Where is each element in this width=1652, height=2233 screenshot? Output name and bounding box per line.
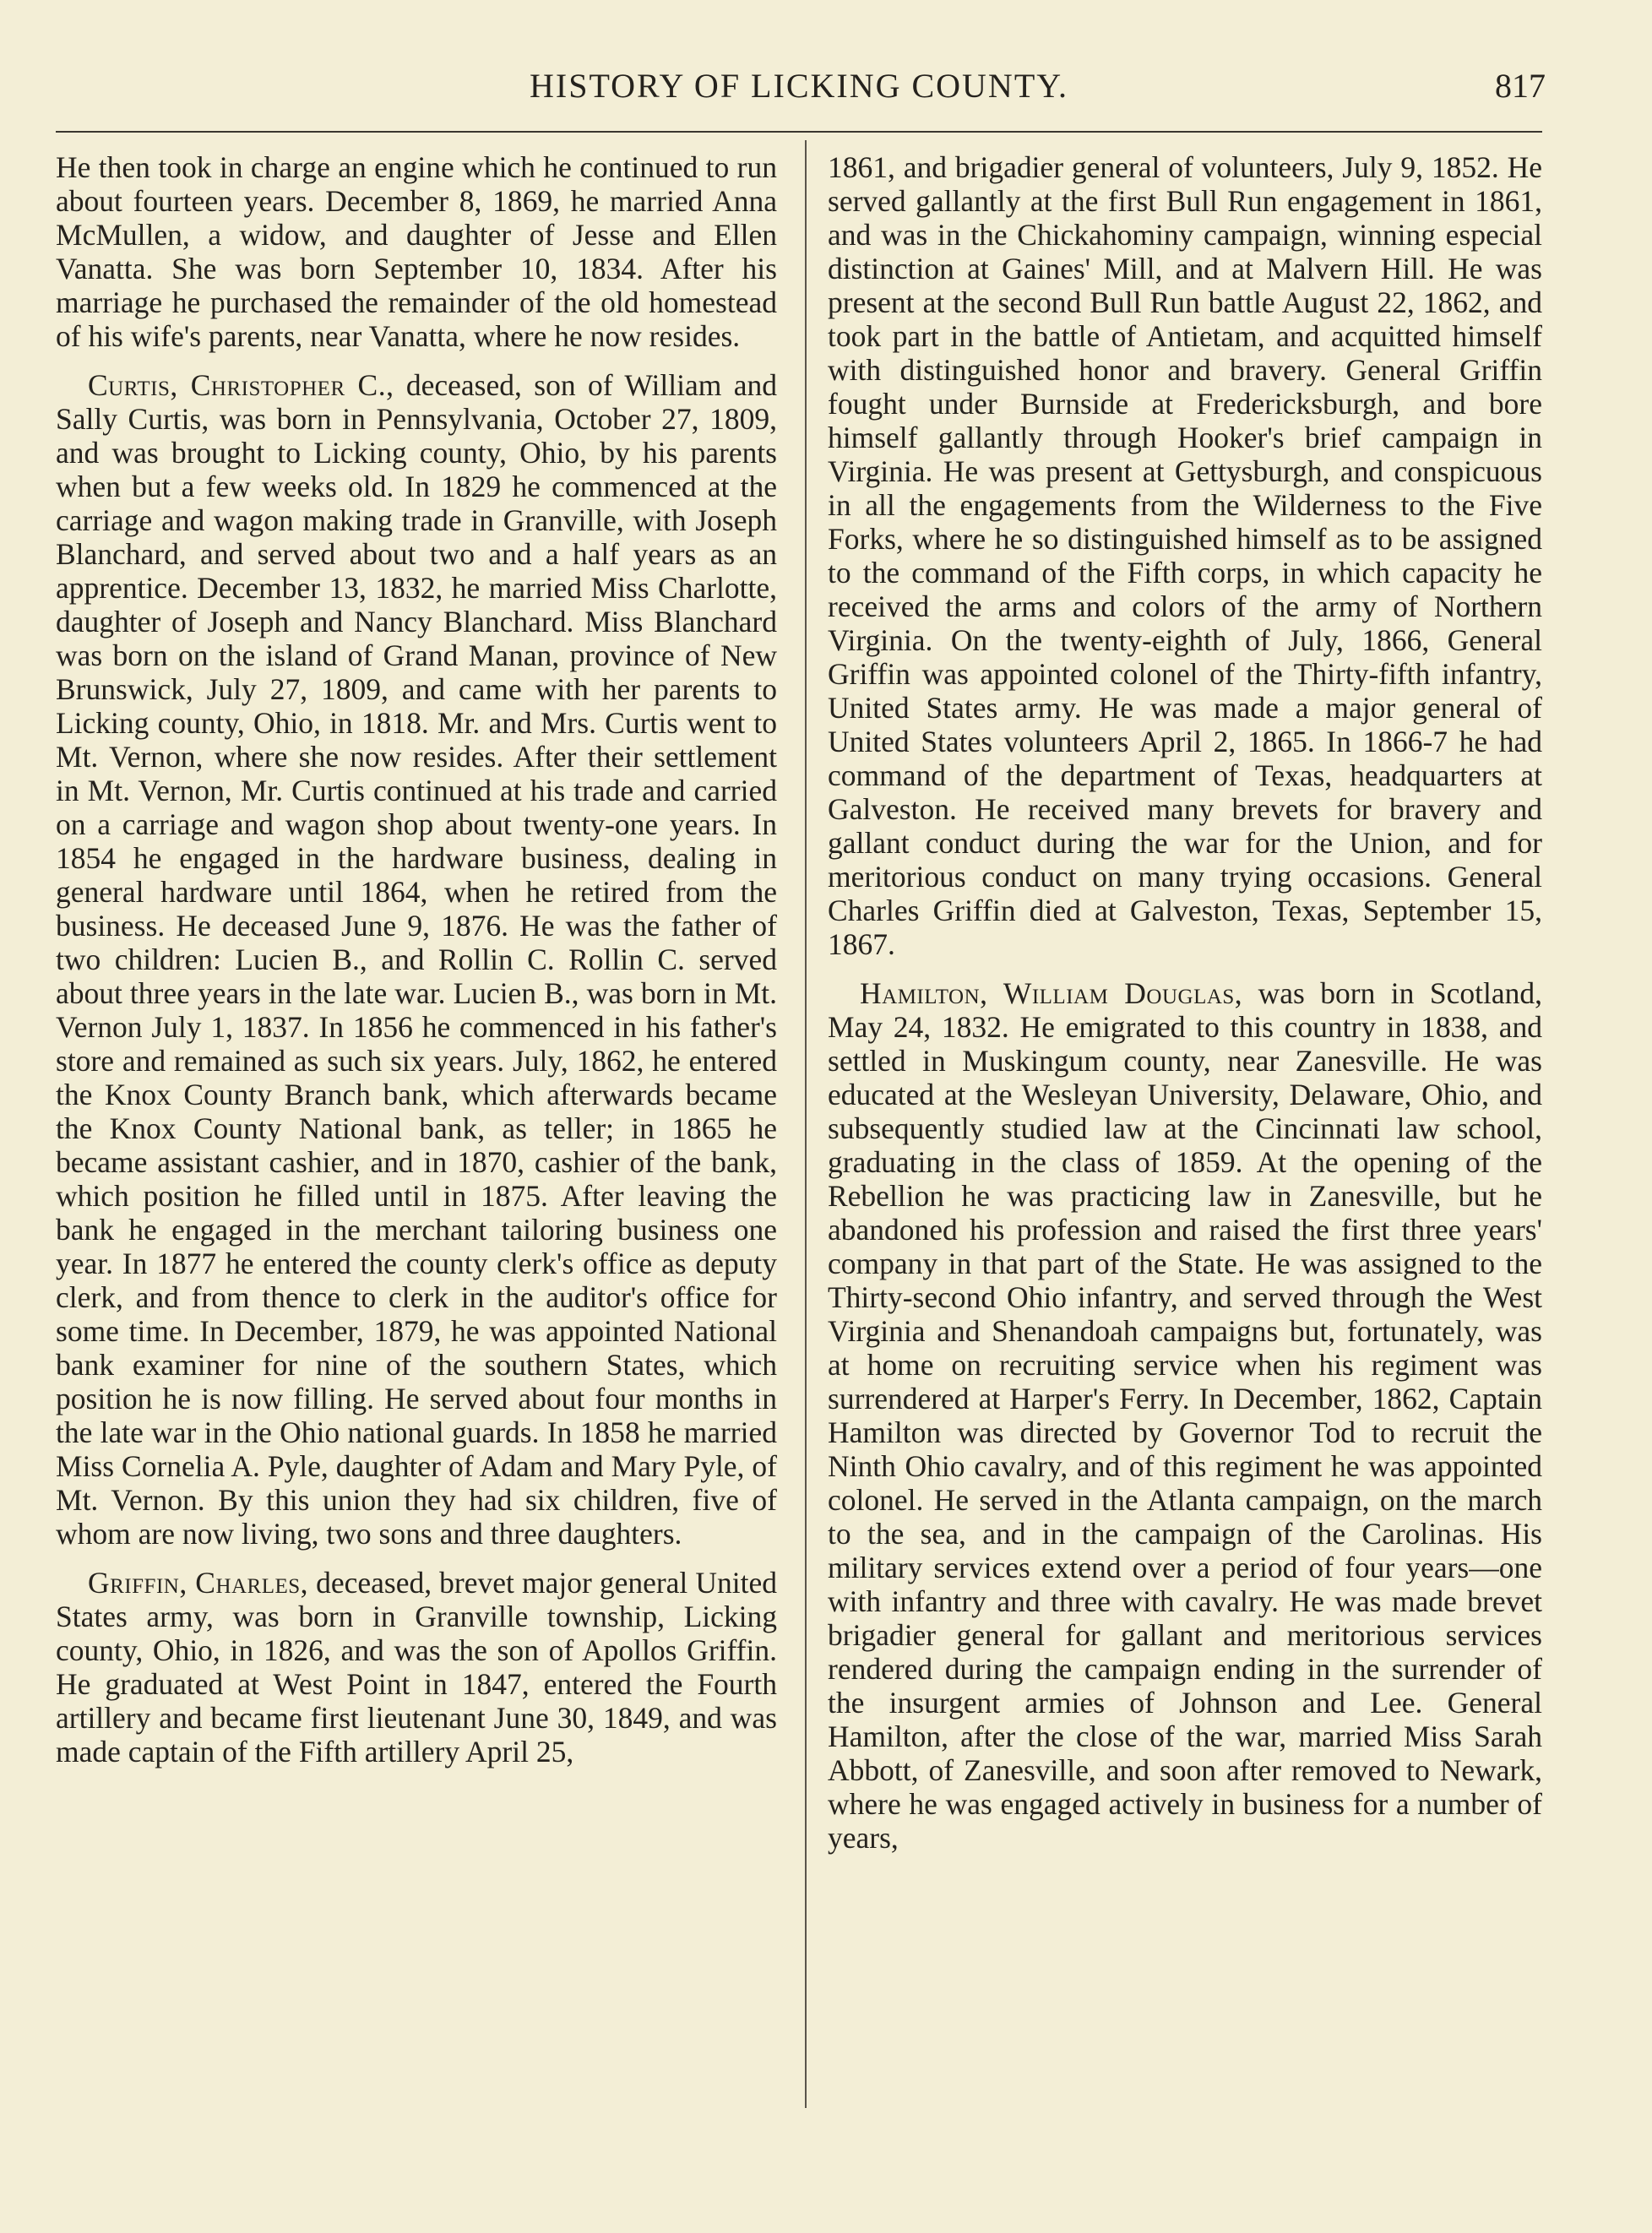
running-title: HISTORY OF LICKING COUNTY. [530,67,1068,105]
page-number: 817 [1495,67,1546,105]
paragraph-griffin-continued: 1861, and brigadier general of volunteers, July 9, 1852. He served gallantly at the first Bull Run engagement in 1861, and was in the Chickahominy campaign, winning especial distinction at Gaines' Mill, and at Malvern Hill. He was present at the second Bull Run battle August 22, 1862, and took part in the battle of Antietam, and acquitted himself with distinguished honor and bravery. General Griffin fought under Burnside at Fredericksburgh, and bore himself gallantly through Hooker's brief campaign in Virginia. He was present at Gettysburgh, and conspicuous in all the engagements from the Wilderness to the Five Forks, where he so distinguished himself as to be assigned to the command of the Fifth corps, in which capacity he received the arms and colors of the army of Northern Virginia. On the twenty-eighth of July, 1866, General Griffin was appointed colonel of the Thirty-fifth infantry, United States army. He was made a major general of United States volunteers April 2, 1865. In 1866-7 he had command of the department of Texas, headquarters at Galveston. He received many brevets for bravery and gallant conduct during the war for the Union, and for meritorious conduct on many trying occasions. General Charles Griffin died at Galveston, Texas, September 15, 1867. [828,150,1542,961]
entry-text-hamilton: was born in Scotland, May 24, 1832. He emigrated to this country in 1838, and settled in Muskingum county, near Zanesville. He was educated at the Wesleyan University, Delaware, Ohio, and subsequently studied law at the Cincinnati law school, graduating in the class of 1859. At the opening of the Rebellion he was practicing law in Zanesville, but he abandoned his profession and raised the first three years' company in that part of the State. He was assigned to the Thirty-second Ohio infantry, and served through the West Virginia and Shenandoah campaigns but, fortunately, was at home on recruiting service when his regiment was surrendered at Harper's Ferry. In December, 1862, Captain Hamilton was directed by Governor Tod to recruit the Ninth Ohio cavalry, and of this regiment he was appointed colonel. He served in the Atlanta campaign, on the march to the sea, and in the campaign of the Carolinas. His military services extend over a period of four years—one with infantry and three with cavalry. He was made brevet brigadier general for gallant and meritorious services rendered during the campaign ending in the surrender of the insurgent armies of Johnson and Lee. General Hamilton, after the close of the war, married Miss Sarah Abbott, of Zanesville, and soon after removed to Newark, where he was engaged actively in business for a number of years, [828,976,1542,1855]
left-column [56,150,777,1768]
paragraph-griffin [56,1566,777,1768]
right-column [828,150,1542,1855]
header-rule [56,131,1542,133]
paragraph-hamilton [828,976,1542,1855]
entry-name-curtis: Curtis, Christopher C., [88,368,394,402]
entry-name-hamilton: Hamilton, William Douglas, [860,976,1243,1010]
column-divider [805,140,807,2108]
paragraph-continuation: He then took in charge an engine which he continued to run about fourteen years. December 8, 1869, he married Anna McMullen, a widow, and daughter of Jesse and Ellen Vanatta. She was born September 10, 1834. After his marriage he purchased the remainder of the old homestead of his wife's parents, near Vanatta, where he now resides. [56,150,777,353]
entry-name-griffin: Griffin, Charles, [88,1566,309,1600]
running-head [56,66,1546,117]
paragraph-curtis [56,368,777,1551]
entry-text-griffin: deceased, brevet major general United States army, was born in Granville township, Licking county, Ohio, in 1826, and was the son of Apollos Griffin. He graduated at West Point in 1847, entered the Fourth artillery and became first lieutenant June 30, 1849, and was made captain of the Fifth artillery April 25, [56,1566,777,1768]
entry-text-curtis: deceased, son of William and Sally Curtis, was born in Pennsylvania, October 27, 1809, and was brought to Licking county, Ohio, by his parents when but a few weeks old. In 1829 he commenced at the carriage and wagon making trade in Granville, with Joseph Blanchard, and served about two and a half years as an apprentice. December 13, 1832, he married Miss Charlotte, daughter of Joseph and Nancy Blanchard. Miss Blanchard was born on the island of Grand Manan, province of New Brunswick, July 27, 1809, and came with her parents to Licking county, Ohio, in 1818. Mr. and Mrs. Curtis went to Mt. Vernon, where she now resides. After their settlement in Mt. Vernon, Mr. Curtis continued at his trade and carried on a carriage and wagon shop about twenty-one years. In 1854 he engaged in the hardware business, dealing in general hardware until 1864, when he retired from the business. He deceased June 9, 1876. He was the father of two children: Lucien B., and Rollin C. Rollin C. served about three years in the late war. Lucien B., was born in Mt. Vernon July 1, 1837. In 1856 he commenced in his father's store and remained as such six years. July, 1862, he entered the Knox County Branch bank, which afterwards became the Knox County National bank, as teller; in 1865 he became assistant cashier, and in 1870, cashier of the bank, which position he filled until in 1875. After leaving the bank he engaged in the merchant tailoring business one year. In 1877 he entered the county clerk's office as deputy clerk, and from thence to clerk in the auditor's office for some time. In December, 1879, he was appointed National bank examiner for nine of the southern States, which position he is now filling. He served about four months in the late war in the Ohio national guards. In 1858 he married Miss Cornelia A. Pyle, daughter of Adam and Mary Pyle, of Mt. Vernon. By this union they had six children, five of whom are now living, two sons and three daughters. [56,368,777,1551]
